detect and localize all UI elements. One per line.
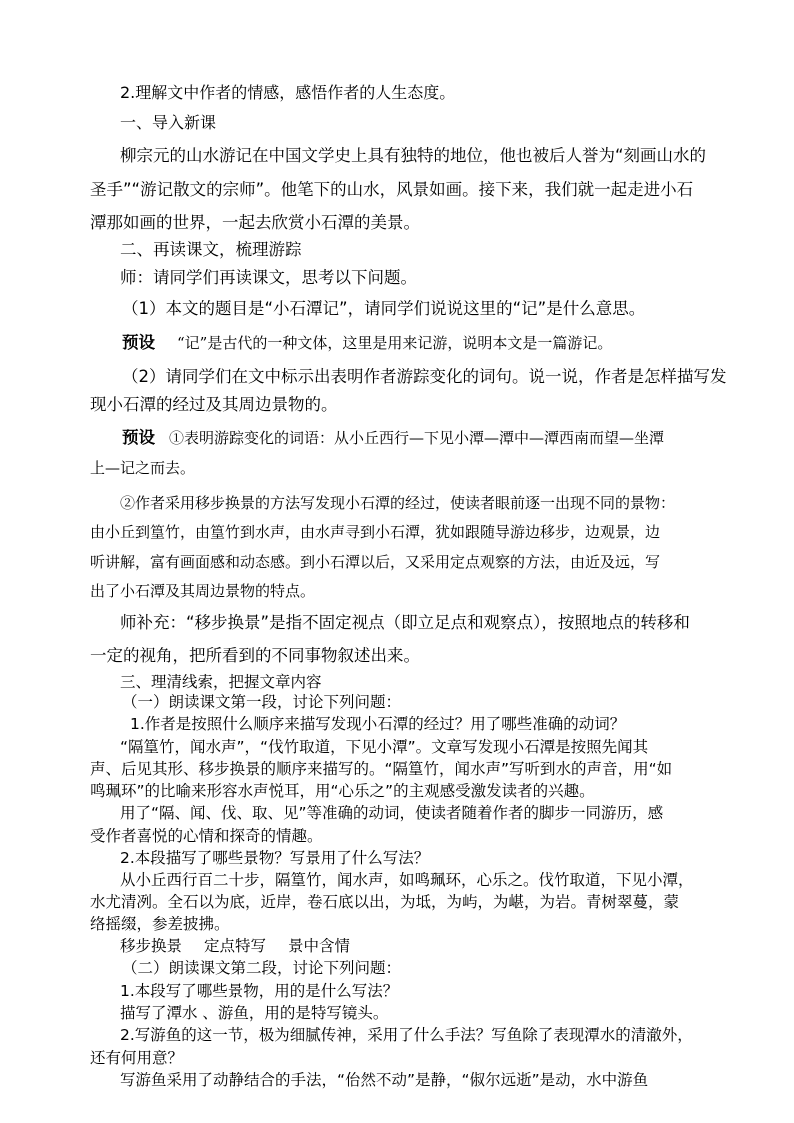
quote-line: 从小丘西行百二十步，隔篁竹，闻水声，如鸣珮环，心乐之。伐竹取道，下见小潭， bbox=[120, 871, 694, 889]
subsection-heading: （二）朗读课文第二段，讨论下列问题： bbox=[122, 959, 402, 977]
quote-line: 络摇缀，参差披拂。 bbox=[90, 915, 230, 933]
technique-item: 移步换景 bbox=[120, 937, 183, 955]
question-line: 1.本段写了哪些景物，用的是什么写法？ bbox=[120, 982, 399, 1000]
preset-text: ①表明游踪变化的词语：从小丘西行—下见小潭—潭中—潭西南而望—坐潭 bbox=[169, 429, 665, 447]
paragraph-line: 声、后见其形、移步换景的顺序来描写的。“隔篁竹，闻水声”写听到水的声音，用“如 bbox=[90, 760, 673, 778]
preset-text: “记”是古代的一种文体，这里是用来记游，说明本文是一篇游记。 bbox=[177, 334, 613, 352]
question-line: （1）本文的题目是“小石潭记”，请同学们说说这里的“记”是什么意思。 bbox=[122, 299, 646, 318]
question-line: 2.写游鱼的这一节，极为细腻传神，采用了什么手法？写鱼除了表现潭水的清澈外， bbox=[120, 1026, 693, 1044]
paragraph-line: 鸣珮环”的比喻来形容水声悦耳，用“心乐之”的主观感受激发读者的兴趣。 bbox=[90, 782, 595, 800]
subsection-heading: （一）朗读课文第一段，讨论下列问题： bbox=[122, 693, 402, 711]
section-heading-clues: 三、理清线索，把握文章内容 bbox=[120, 673, 322, 691]
preset-text: 上—记之而去。 bbox=[90, 459, 196, 477]
preset-line bbox=[122, 333, 612, 353]
question-line: （2）请同学们在文中标示出表明作者游踪变化的词句。说一说，作者是怎样描写发 bbox=[122, 367, 727, 386]
question-line: 1.作者是按照什么顺序来描写发现小石潭的经过？用了哪些准确的动词？ bbox=[130, 715, 626, 733]
paragraph-line: 用了“隔、闻、伐、取、见”等准确的动词，使读者随着作者的脚步一同游历，感 bbox=[120, 804, 664, 822]
section-heading-intro: 一、导入新课 bbox=[120, 113, 217, 132]
paragraph-line: 师补充：“移步换景”是指不固定视点（即立足点和观察点），按照地点的转移和 bbox=[120, 613, 690, 632]
technique-summary bbox=[120, 936, 350, 956]
question-line: 2.本段描写了哪些景物？写景用了什么写法？ bbox=[120, 849, 430, 867]
paragraph-line: 师：请同学们再读课文，思考以下问题。 bbox=[120, 268, 417, 287]
answer-line: 描写了潭水 、游鱼，用的是特写镜头。 bbox=[120, 1004, 389, 1022]
paragraph-line: 柳宗元的山水游记在中国文学史上具有独特的地位，他也被后人誉为“刻画山水的 bbox=[120, 146, 707, 165]
preset-label: 预设 bbox=[122, 333, 155, 352]
paragraph-line: 一定的视角，把所看到的不同事物叙述出来。 bbox=[90, 646, 420, 665]
answer-line: 写游鱼采用了动静结合的手法，“佁然不动”是静，“俶尔远逝”是动，水中游鱼 bbox=[120, 1071, 649, 1089]
preset-line bbox=[122, 428, 664, 448]
quote-line: 水尤清冽。全石以为底，近岸，卷石底以出，为坻，为屿，为嵁，为岩。青树翠蔓，蒙 bbox=[90, 893, 680, 911]
paragraph-line: 受作者喜悦的心情和探奇的情趣。 bbox=[90, 827, 323, 845]
preset-text: ②作者采用移步换景的方法写发现小石潭的经过，使读者眼前逐一出现不同的景物： bbox=[120, 494, 676, 512]
question-line: 还有何用意？ bbox=[90, 1049, 184, 1067]
preset-text: 出了小石潭及其周边景物的特点。 bbox=[90, 582, 316, 600]
section-heading-reread: 二、再读课文，梳理游踪 bbox=[120, 240, 302, 259]
technique-item: 景中含情 bbox=[288, 937, 351, 955]
paragraph-line: “隔篁竹，闻水声”，“伐竹取道，下见小潭”。文章写发现小石潭是按照先闻其 bbox=[120, 738, 649, 756]
preset-text: 由小丘到篁竹，由篁竹到水声，由水声寻到小石潭，犹如跟随导游边移步，边观景，边 bbox=[90, 523, 661, 541]
paragraph-line: 圣手”“游记散文的宗师”。他笔下的山水，风景如画。接下来，我们就一起走进小石 bbox=[90, 180, 694, 199]
preset-label: 预设 bbox=[122, 428, 155, 447]
technique-item: 定点特写 bbox=[204, 937, 267, 955]
paragraph-line: 潭那如画的世界，一起去欣赏小石潭的美景。 bbox=[90, 213, 420, 232]
objective-line: 2.理解文中作者的情感，感悟作者的人生态度。 bbox=[120, 83, 456, 102]
question-line: 现小石潭的经过及其周边景物的。 bbox=[90, 395, 338, 414]
preset-text: 听讲解，富有画面感和动态感。到小石潭以后，又采用定点观察的方法，由近及远，写 bbox=[90, 553, 661, 571]
